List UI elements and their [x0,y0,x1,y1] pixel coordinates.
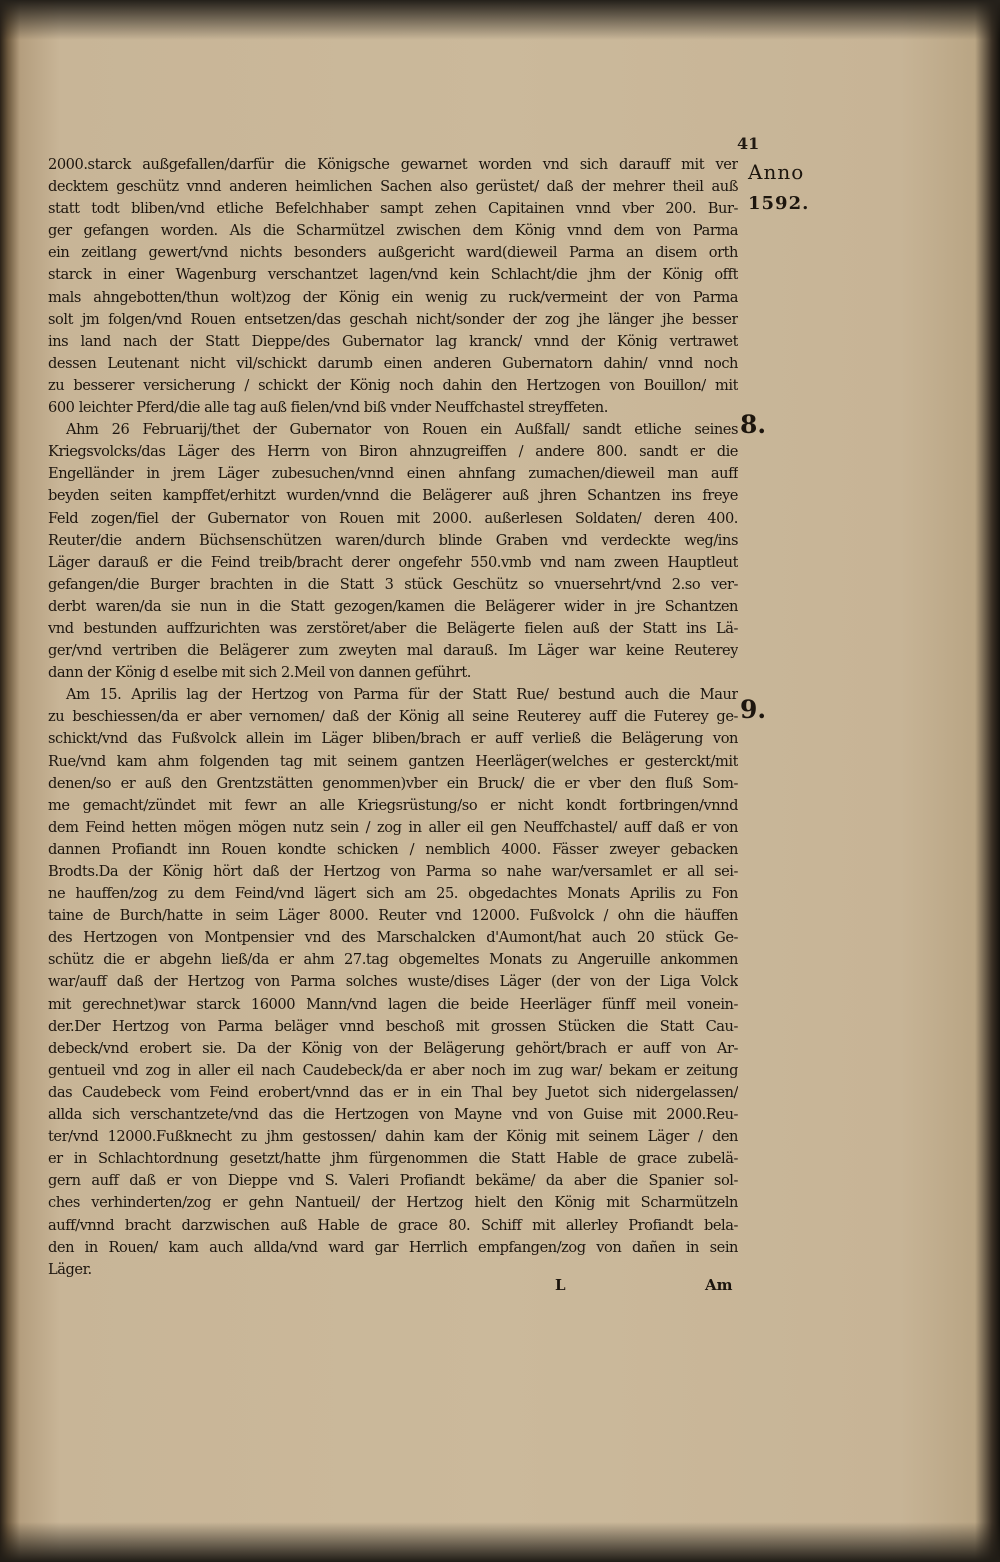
margin-anno: Anno [748,160,805,184]
text-line: vnd bestunden auffzurichten was zerstöret/aber die Belägerte fielen auß der Statt ins Lä- [48,619,738,637]
text-line: Feld zogen/fiel der Gubernator von Rouen mit 2000. außerlesen Soldaten/ deren 400. [48,509,738,527]
text-line: debeck/vnd erobert sie. Da der König von der Belägerung gehört/brach er auff von Ar- [48,1039,738,1057]
text-line: den in Rouen/ kam auch allda/vnd ward gar Herrlich empfangen/zog von dañen in sein [48,1238,738,1256]
text-line: auff/vnnd bracht darzwischen auß Hable de grace 80. Schiff mit allerley Profiandt bela- [48,1216,738,1234]
text-line: Brodts.Da der König hört daß der Hertzog von Parma so nahe war/versamlet er all sei- [48,863,738,880]
text-line: Rue/vnd kam ahm folgenden tag mit seinem gantzen Heerläger(welches er gesterckt/mit [48,752,738,770]
text-line: der.Der Hertzog von Parma beläger vnnd beschoß mit grossen Stücken die Statt Cau- [48,1017,738,1035]
text-line: ches verhinderten/zog er gehn Nantueil/ der Hertzog hielt den König mit Scharmützeln [48,1194,738,1212]
text-line: ein zeitlang gewert/vnd nichts besonders außgericht ward(dieweil Parma an disem orth [48,244,738,262]
text-line: me gemacht/zündet mit fewr an alle Kriegsrüstung/so er nicht kondt fortbringen/vnnd [48,796,738,814]
text-line: Engelländer in jrem Läger zubesuchen/vnnd einen ahnfang zumachen/dieweil man auff [48,465,738,483]
body-text [48,154,738,1281]
text-line: mals ahngebotten/thun wolt)zog der König ein wenig zu ruck/vermeint der von Parma [48,288,738,306]
text-line: ger/vnd vertriben die Belägerer zum zweyten mal darauß. Im Läger war keine Reuterey [48,642,738,660]
text-line: das Caudebeck vom Feind erobert/vnnd das er in ein Thal bey Juetot sich nidergelassen/ [48,1083,738,1101]
text-line: Kriegsvolcks/das Läger des Herrn von Biron ahnzugreiffen / andere 800. sandt er die [48,443,738,461]
text-line: 600 leichter Pferd/die alle tag auß fielen/vnd biß vnder Neuffchastel streyffeten. [48,399,608,417]
text-line: schickt/vnd das Fußvolck allein im Läger bliben/brach er auff verließ die Belägerung von [48,730,738,748]
text-line: ter/vnd 12000.Fußknecht zu jhm gestossen/ dahin kam der König mit seinem Läger / den [48,1128,738,1146]
margin-section-8: 8. [740,410,767,439]
text-line: Ahm 26 Februarij/thet der Gubernator von Rouen ein Außfall/ sandt etliche seines [66,421,738,439]
text-line: dann der König d eselbe mit sich 2.Meil von dannen geführt. [48,664,471,682]
text-line: zu besserer versicherung / schickt der König noch dahin den Hertzogen von Bouillon/ mit [48,376,738,394]
text-line: taine de Burch/hatte in seim Läger 8000. Reuter vnd 12000. Fußvolck / ohn die häuffen [48,907,738,925]
text-line: solt jm folgen/vnd Rouen entsetzen/das geschah nicht/sonder der zog jhe länger jhe besser [48,310,738,328]
folio-number: 41 [737,134,760,153]
text-line: derbt waren/da sie nun in die Statt gezogen/kamen die Belägerer wider in jre Schantzen [48,597,738,615]
text-line: ne hauffen/zog zu dem Feind/vnd lägert sich am 25. obgedachtes Monats Aprilis zu Fon [48,885,738,903]
text-line: zu beschiessen/da er aber vernomen/ daß der König all seine Reuterey auff die Futerey ge- [48,708,738,726]
text-line: ins land nach der Statt Dieppe/des Gubernator lag kranck/ vnnd der König vertrawet [48,332,738,350]
margin-year-note [748,157,828,219]
text-line: war/auff daß der Hertzog von Parma solches wuste/dises Läger (der von der Liga Volck [48,973,738,991]
text-line: schütz die er abgehn ließ/da er ahm 27.tag obgemeltes Monats zu Angeruille ankommen [48,951,738,969]
text-line: Läger. [48,1260,92,1278]
text-line: dessen Leutenant nicht vil/schickt darumb einen anderen Gubernatorn dahin/ vnnd noch [48,354,738,372]
text-line: gern auff daß er von Dieppe vnd S. Valeri Profiandt bekäme/ da aber die Spanier sol- [48,1172,738,1190]
text-line: dem Feind hetten mögen mögen nutz sein / zog in aller eil gen Neuffchastel/ auff daß er von [48,818,738,836]
text-line: mit gerechnet)war starck 16000 Mann/vnd lagen die beide Heerläger fünff meil vonein- [48,995,738,1013]
text-line: allda sich verschantzete/vnd das die Hertzogen von Mayne vnd von Guise mit 2000.Reu- [48,1106,738,1124]
text-line: dannen Profiandt inn Rouen kondte schicken / nemblich 4000. Fässer zweyer gebacken [48,840,738,858]
text-line: gentueil vnd zog in aller eil nach Caudebeck/da er aber noch im zug war/ bekam er zeitung [48,1061,738,1079]
text-line: er in Schlachtordnung gesetzt/hatte jhm fürgenommen die Statt Hable de grace zubelä- [48,1150,738,1168]
text-line: decktem geschütz vnnd anderen heimlichen Sachen also gerüstet/ daß der mehrer theil auß [48,178,738,196]
text-line: Reuter/die andern Büchsenschützen waren/durch blinde Graben vnd verdeckte weg/ins [48,531,738,549]
text-line: des Hertzogen von Montpensier vnd des Marschalcken d'Aumont/hat auch 20 stück Ge- [48,929,738,947]
text-line: ger gefangen worden. Als die Scharmützel zwischen dem König vnnd dem von Parma [48,222,738,240]
text-line: 2000.starck außgefallen/darfür die Königsche gewarnet worden vnd sich darauff mit ver [48,156,738,173]
text-line: statt todt bliben/vnd etliche Befelchhaber sampt zehen Capitainen vnnd vber 200. Bur- [48,200,738,218]
text-line: Am 15. Aprilis lag der Hertzog von Parma für der Statt Rue/ bestund auch die Maur [66,686,738,704]
catchword: Am [705,1276,733,1294]
text-line: gefangen/die Burger brachten in die Statt 3 stück Geschütz so vnuersehrt/vnd 2.so ver- [48,575,738,593]
signature-mark: L [555,1276,566,1294]
text-line: starck in einer Wagenburg verschantzet lagen/vnd kein Schlacht/die jhm der König offt [48,266,738,284]
margin-year: 1592. [748,193,810,214]
text-line: Läger darauß er die Feind treib/bracht derer ongefehr 550.vmb vnd nam zween Hauptleut [48,553,738,571]
text-line: denen/so er auß den Grentzstätten genommen)vber ein Bruck/ die er vber den fluß Som- [48,774,738,792]
margin-section-9: 9. [740,695,767,724]
text-line: beyden seiten kampffet/erhitzt wurden/vnnd die Belägerer auß jhren Schantzen ins freye [48,487,738,505]
